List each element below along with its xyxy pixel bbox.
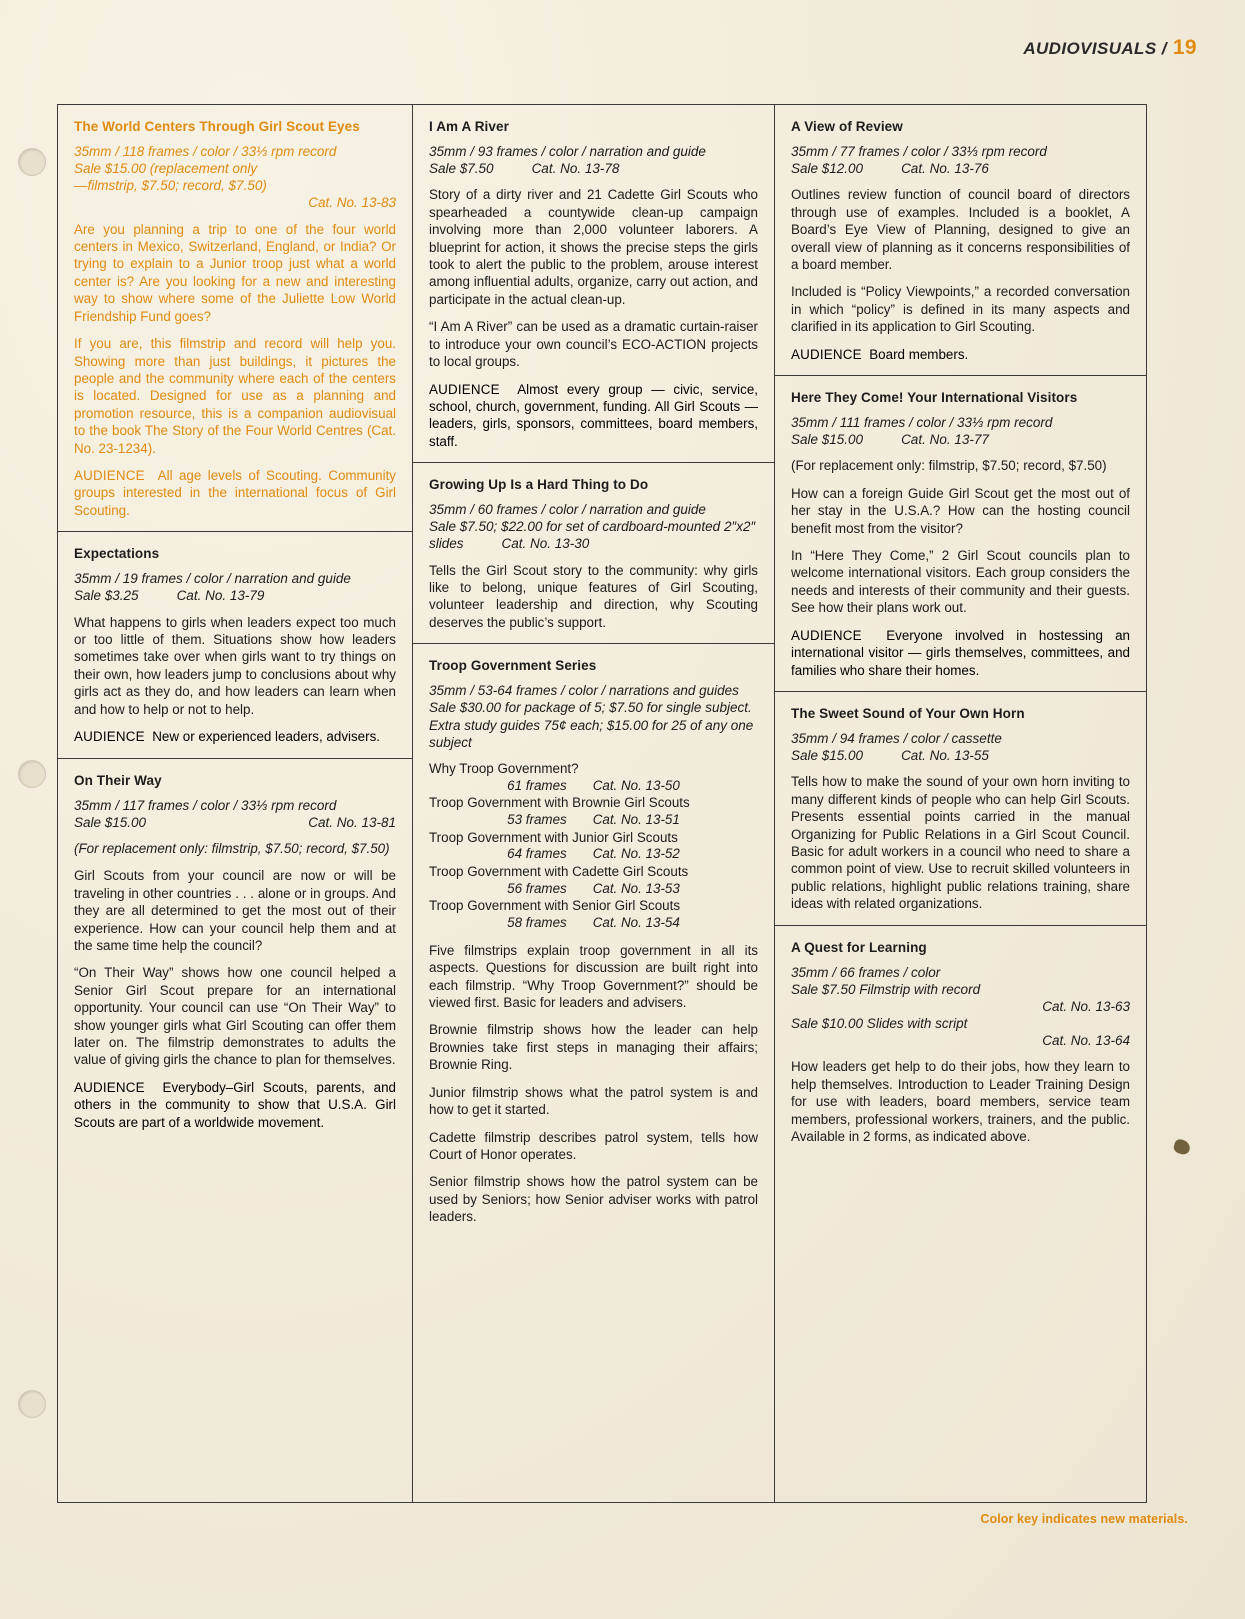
audience-text: New or experienced leaders, advisers. xyxy=(152,729,381,745)
entry-note: (For replacement only: filmstrip, $7.50; record, $7.50) xyxy=(74,840,390,856)
spec-line: —filmstrip, $7.50; record, $7.50) xyxy=(74,178,267,194)
series-item xyxy=(429,760,758,794)
entry-here-they-come xyxy=(775,376,1146,692)
entry-paragraph: Cadette filmstrip describes patrol system, tells how Court of Honor operates. xyxy=(429,1129,758,1162)
entry-title: A View of Review xyxy=(791,119,903,134)
catalog-number: Cat. No. 13-54 xyxy=(592,915,680,931)
page-header xyxy=(1023,36,1197,60)
catalog-number: Cat. No. 13-53 xyxy=(592,880,680,896)
entry-paragraph: In “Here They Come,” 2 Girl Scout councils plan to welcome international visitors. Each group considers the needs and interests of their community and their guests. See how their plans work out. xyxy=(791,548,1130,616)
catalog-number: Cat. No. 13-78 xyxy=(531,161,620,177)
entry-world-centers xyxy=(58,105,412,532)
entry-title: Growing Up Is a Hard Thing to Do xyxy=(429,477,649,493)
entry-title: Expectations xyxy=(74,546,160,562)
entry-spec xyxy=(791,143,1130,177)
entry-a-view-of-review xyxy=(775,105,1146,376)
column-1 xyxy=(58,105,413,1502)
column-3 xyxy=(775,105,1146,1502)
entry-paragraph: “On Their Way” shows how one council helped a Senior Girl Scout prepare for an international opportunity. Your council can use “On Their Way” to show younger girls what Girl Scouting can offer them later on. The filmstrip demonstrates to adults the value of giving girls the chance to plan for themselves. xyxy=(74,965,396,1068)
spec-line: Sale $10.00 Slides with script xyxy=(791,1016,968,1032)
audience-label: AUDIENCE xyxy=(74,729,145,745)
audience-text: Almost every group — civic, service, school, church, government, funding. All Girl Scouts — leaders, girls, sponsors, committees, board members, staff. xyxy=(429,381,758,449)
entry-title: I Am A River xyxy=(429,119,509,134)
entry-paragraph: Brownie filmstrip shows how the leader can help Brownies take first steps in managing their affairs; Brownie Ring. xyxy=(429,1022,758,1073)
section-title: AUDIOVISUALS / xyxy=(1023,39,1167,58)
entry-i-am-a-river xyxy=(413,105,774,463)
entry-title: The World Centers Through Girl Scout Eyes xyxy=(74,119,360,134)
catalog-table xyxy=(57,104,1147,1503)
page-number: 19 xyxy=(1172,36,1197,59)
entry-audience xyxy=(791,346,1130,363)
catalog-number: Cat. No. 13-83 xyxy=(308,195,396,211)
binder-hole xyxy=(18,1390,46,1418)
entry-spec xyxy=(74,570,396,604)
entry-sweet-sound xyxy=(775,692,1146,926)
color-key-note: Color key indicates new materials. xyxy=(980,1512,1188,1526)
entry-spec xyxy=(429,682,758,751)
binder-hole xyxy=(18,760,46,788)
audience-text: Everybody–Girl Scouts, parents, and others in the community to show that U.S.A. Girl Scouts are part of a worldwide movement. xyxy=(74,1079,396,1130)
series-item xyxy=(429,863,758,897)
entry-paragraph: Are you planning a trip to one of the four world centers in Mexico, Switzerland, England, or India? Or trying to explain to a Junior troop just what a world center is? Are you looking for a new and interesting way to show where some of the Juliette Low World Friendship Fund goes? xyxy=(74,221,396,324)
series-frames: 58 frames xyxy=(507,915,567,931)
audience-label: AUDIENCE xyxy=(74,1079,145,1095)
catalog-number: Cat. No. 13-30 xyxy=(501,536,590,552)
catalog-number: Cat. No. 13-50 xyxy=(592,777,680,793)
entry-paragraph: Five filmstrips explain troop government in all its aspects. Questions for discussion are built right into each filmstrip. “Why Troop Government?” should be viewed first. Basic for leaders and advisers. xyxy=(429,942,758,1010)
audience-label: AUDIENCE xyxy=(791,346,862,362)
entry-paragraph: If you are, this filmstrip and record will help you. Showing more than just buildings, it pictures the people and the community where each of the centers is located. Designed for use as a planning and promotion resource, this is a companion audiovisual to the book The Story of the Four World Centres (Cat. No. 23-1234). xyxy=(74,336,396,456)
series-item xyxy=(429,794,758,828)
series-list xyxy=(429,760,758,932)
entry-paragraph: Included is “Policy Viewpoints,” a recorded conversation in which “policy” is defined in its many aspects and clarified in its application to Girl Scouting. xyxy=(791,284,1130,335)
entry-audience xyxy=(74,728,396,745)
catalog-number: Cat. No. 13-51 xyxy=(592,811,680,827)
series-frames: 64 frames xyxy=(507,846,567,862)
entry-spec xyxy=(791,414,1130,448)
entry-growing-up xyxy=(413,463,774,644)
audience-label: AUDIENCE xyxy=(791,627,862,643)
spec-line: 35mm / 53-64 frames / color / narrations and guides xyxy=(429,683,739,699)
spec-line: 35mm / 19 frames / color / narration and guide xyxy=(74,571,351,587)
spec-line: 35mm / 94 frames / color / cassette xyxy=(791,731,1002,746)
spec-line: 35mm / 77 frames / color / 33⅓ rpm record xyxy=(791,144,1047,159)
entry-spec xyxy=(429,143,758,177)
entry-title: The Sweet Sound of Your Own Horn xyxy=(791,706,1025,721)
entry-title: Troop Government Series xyxy=(429,658,597,674)
entry-paragraph: How leaders get help to do their jobs, how they learn to help themselves. Introduction to Leader Training Design for use with leaders, board members, service team members, professional workers, trainers, and the public. Available in 2 forms, as indicated above. xyxy=(791,1059,1130,1145)
spec-line: Sale $12.00 xyxy=(791,161,864,177)
audience-label: AUDIENCE xyxy=(74,468,145,484)
entry-spec xyxy=(74,143,396,212)
series-item xyxy=(429,829,758,863)
series-frames: 56 frames xyxy=(507,880,567,896)
spec-line: Sale $7.50 xyxy=(429,161,494,177)
entry-spec xyxy=(791,964,1130,1050)
series-name: Troop Government with Junior Girl Scouts xyxy=(429,829,678,845)
catalog-number: Cat. No. 13-55 xyxy=(901,748,989,764)
entry-audience xyxy=(74,467,396,519)
entry-title: Here They Come! Your International Visitors xyxy=(791,390,1078,406)
entry-note: (For replacement only: filmstrip, $7.50; record, $7.50) xyxy=(791,458,1107,474)
entry-spec xyxy=(74,797,396,831)
entry-troop-government-series xyxy=(413,644,774,1237)
entry-paragraph: Girl Scouts from your council are now or will be traveling in other countries . . . alone or in groups. And they are all determined to get the most out of their experience. How can your council help them and at the same time help the council? xyxy=(74,868,396,953)
series-frames: 53 frames xyxy=(507,811,567,827)
entry-paragraph: How can a foreign Guide Girl Scout get the most out of her stay in the U.S.A.? How can the hosting council benefit most from the visitor? xyxy=(791,485,1130,536)
catalog-number: Cat. No. 13-77 xyxy=(901,432,989,448)
catalog-number: Cat. No. 13-76 xyxy=(901,161,989,177)
entry-spec xyxy=(791,730,1130,764)
spec-line: Sale $15.00 xyxy=(791,748,864,764)
entry-audience xyxy=(429,381,758,451)
audience-text: Board members. xyxy=(869,346,969,362)
entry-paragraph: Tells how to make the sound of your own horn inviting to many different kinds of people who can help Girl Scouts. Presents essential points carried in the manual Organizing for Public Relations in a Girl Scout Council. Basic for adult workers in a council who need to share a common point of view. Use to recruit skilled volunteers in public relations, highlight public relations training, share ideas with related organizations. xyxy=(791,774,1130,912)
spec-line: Sale $3.25 xyxy=(74,588,139,604)
audience-text: Everyone involved in hostessing an international visitor — girls themselves, committees, and families who share their homes. xyxy=(791,627,1130,678)
entry-title: On Their Way xyxy=(74,772,162,788)
audience-label: AUDIENCE xyxy=(429,381,500,397)
spec-line: 35mm / 66 frames / color xyxy=(791,964,941,980)
series-name: Troop Government with Senior Girl Scouts xyxy=(429,898,681,914)
audience-text: All age levels of Scouting. Community groups interested in the international focus of Girl Scouting. xyxy=(74,468,396,518)
entry-title: A Quest for Learning xyxy=(791,939,927,955)
entry-paragraph: What happens to girls when leaders expect too much or too little of them. Situations show how leaders sometimes take over when girls want to try things on their own, how leaders jump to conclusions about why girls act as they do, and how leaders can learn when and how to help or not to help. xyxy=(74,614,396,717)
entry-audience xyxy=(74,1079,396,1131)
entry-audience xyxy=(791,627,1130,679)
entry-on-their-way xyxy=(58,759,412,1144)
spec-line: Sale $15.00 xyxy=(791,432,864,448)
series-name: Troop Government with Brownie Girl Scouts xyxy=(429,795,690,811)
spec-line: 35mm / 117 frames / color / 33⅓ rpm record xyxy=(74,797,337,813)
entry-paragraph: “I Am A River” can be used as a dramatic curtain-raiser to introduce your own council’s ECO-ACTION projects to local groups. xyxy=(429,319,758,370)
spec-line: 35mm / 118 frames / color / 33⅓ rpm record xyxy=(74,144,337,159)
catalog-number: Cat. No. 13-79 xyxy=(176,588,265,604)
spec-line: Sale $7.50 Filmstrip with record xyxy=(791,981,981,997)
entry-quest-for-learning xyxy=(775,926,1146,1158)
entry-paragraph: Story of a dirty river and 21 Cadette Girl Scouts who spearheaded a countywide clean-up campaign involving more than 2,000 volunteer laborers. A blueprint for action, it shows the precise steps the girls took to alert the public to the problem, arouse interest among influential adults, organize, carry out action, and participate in the actual clean-up. xyxy=(429,187,758,307)
entry-spec xyxy=(429,501,758,552)
series-name: Troop Government with Cadette Girl Scouts xyxy=(429,863,689,879)
column-2 xyxy=(413,105,775,1502)
catalog-number: Cat. No. 13-52 xyxy=(592,846,680,862)
spec-line: 35mm / 93 frames / color / narration and guide xyxy=(429,144,706,159)
entry-paragraph: Senior filmstrip shows how the patrol system can be used by Seniors; how Senior adviser works with patrol leaders. xyxy=(429,1174,758,1225)
entry-expectations xyxy=(58,532,412,758)
series-name: Why Troop Government? xyxy=(429,760,579,776)
entry-paragraph: Tells the Girl Scout story to the community: why girls like to belong, unique features of Girl Scouting, volunteer leadership and direction, why Scouting deserves the public’s support. xyxy=(429,562,758,630)
spec-line: Sale $15.00 (replacement only xyxy=(74,161,258,177)
spec-line: Sale $30.00 for package of 5; $7.50 for single subject. Extra study guides 75¢ each; $15.00 for 25 of any one subject xyxy=(429,700,754,750)
catalog-number: Cat. No. 13-81 xyxy=(308,814,396,830)
series-frames: 61 frames xyxy=(507,777,567,793)
entry-paragraph: Junior filmstrip shows what the patrol system is and how to get it started. xyxy=(429,1084,758,1118)
series-item xyxy=(429,897,758,931)
spec-line: Sale $7.50; $22.00 for set of cardboard-mounted 2″x2″ slides xyxy=(429,519,756,552)
catalog-number: Cat. No. 13-63 xyxy=(1042,998,1130,1014)
spec-line: Sale $15.00 xyxy=(74,814,147,830)
spec-line: 35mm / 111 frames / color / 33⅓ rpm record xyxy=(791,415,1053,431)
spec-line: 35mm / 60 frames / color / narration and guide xyxy=(429,502,706,518)
entry-paragraph: Outlines review function of council board of directors through use of examples. Included is a booklet, A Board’s Eye View of Planning, designed to give an overall view of planning as it concerns responsibilities of a board member. xyxy=(791,187,1130,272)
binder-hole xyxy=(18,148,46,176)
catalog-number: Cat. No. 13-64 xyxy=(1042,1033,1130,1049)
